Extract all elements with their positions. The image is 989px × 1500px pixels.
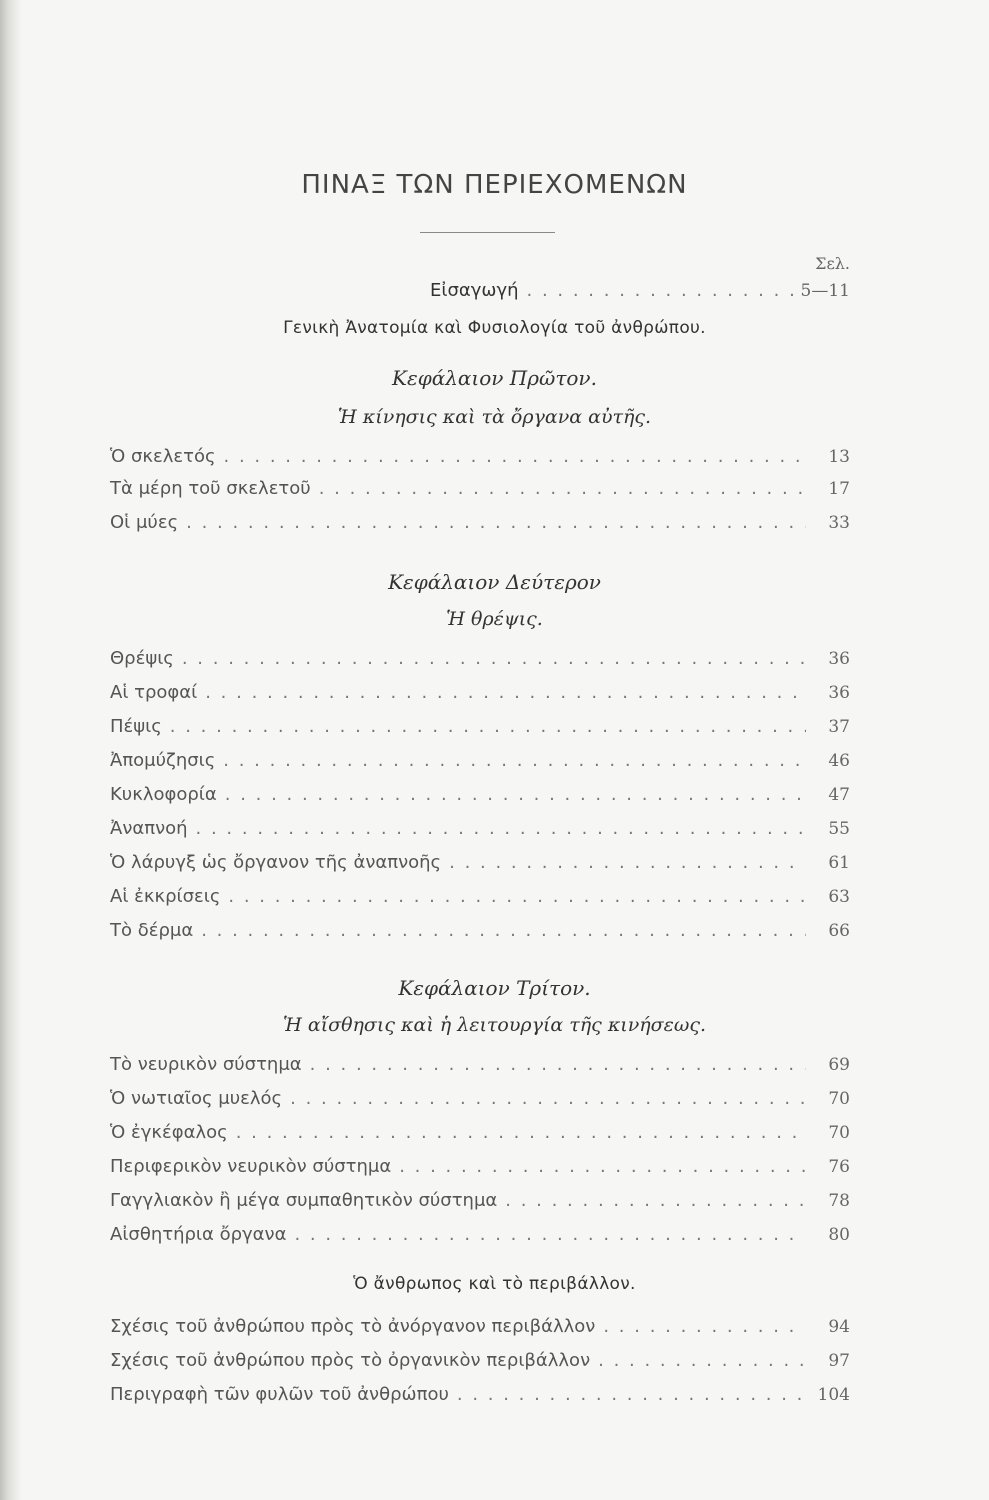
entry-label: Ὁ ἐγκέφαλος xyxy=(110,1122,228,1143)
chapter-heading: Κεφάλαιον Δεύτερον xyxy=(388,570,601,594)
entry-label: Ὁ σκελετός xyxy=(110,446,216,467)
entry-page: 13 xyxy=(828,447,850,467)
entry-page: 37 xyxy=(828,717,850,737)
dot-leader xyxy=(224,446,806,467)
entry-label: Περιγραφὴ τῶν φυλῶν τοῦ ἀνθρώπου xyxy=(110,1384,449,1405)
entry-label: Περιφερικὸν νευρικὸν σύστημα xyxy=(110,1156,392,1177)
entry-label: Πέψις xyxy=(110,716,162,737)
chapter-subheading: Ἡ κίνησις καὶ τὰ ὄργανα αὐτῆς. xyxy=(337,406,652,428)
dot-leader xyxy=(223,750,806,771)
entry-label: Θρέψις xyxy=(110,648,174,669)
dot-leader xyxy=(457,1384,806,1405)
entry-label: Γαγγλιακὸν ἢ μέγα συμπαθητικὸν σύστημα xyxy=(110,1190,498,1211)
dot-leader xyxy=(319,478,806,499)
entry-label: Ἀναπνοή xyxy=(110,818,188,839)
entry-page: 70 xyxy=(828,1089,850,1109)
title-rule xyxy=(420,232,555,233)
entry-label: Σχέσις τοῦ ἀνθρώπου πρὸς τὸ ὀργανικὸν περιβάλλον xyxy=(110,1350,591,1371)
dot-leader xyxy=(186,512,806,533)
entry-label: Αἱ ἐκκρίσεις xyxy=(110,886,221,907)
entry-page: 33 xyxy=(828,513,850,533)
entry-label: Τὰ μέρη τοῦ σκελετοῦ xyxy=(110,478,311,499)
toc-entry xyxy=(110,1384,850,1410)
toc-entry xyxy=(110,1316,850,1342)
entry-label: Οἱ μύες xyxy=(110,512,179,533)
dot-leader xyxy=(399,1156,806,1177)
dot-leader xyxy=(527,280,793,301)
toc-entry xyxy=(110,1088,850,1114)
entry-label: Ὁ λάρυγξ ὡς ὄργανον τῆς ἀναπνοῆς xyxy=(110,852,442,873)
toc-entry xyxy=(110,716,850,742)
entry-page: 36 xyxy=(828,649,850,669)
entry-label: Ὁ νωτιαῖος μυελός xyxy=(110,1088,283,1109)
page-column-header: Σελ. xyxy=(815,254,850,273)
entry-page: 70 xyxy=(828,1123,850,1143)
toc-entry xyxy=(110,682,850,708)
dot-leader xyxy=(236,1122,806,1143)
entry-label: Ἀπομύζησις xyxy=(110,750,216,771)
entry-page: 94 xyxy=(828,1317,850,1337)
entry-page: 97 xyxy=(828,1351,850,1371)
chapter-subheading: Ἡ αἴσθησις καὶ ἡ λειτουργία τῆς κινήσεως. xyxy=(282,1014,707,1036)
entry-page: 69 xyxy=(828,1055,850,1075)
toc-entry xyxy=(110,1190,850,1216)
dot-leader xyxy=(310,1054,806,1075)
part-heading: Γενικὴ Ἀνατομία καὶ Φυσιολογία τοῦ ἀνθρώπου. xyxy=(283,318,706,338)
dot-leader xyxy=(201,920,806,941)
entry-page: 47 xyxy=(828,785,850,805)
entry-label: Κυκλοφορία xyxy=(110,784,217,805)
chapter-heading: Κεφάλαιον Τρίτον. xyxy=(398,976,591,1000)
dot-leader xyxy=(294,1224,806,1245)
toc-entry xyxy=(110,852,850,878)
toc-entry xyxy=(110,784,850,810)
entry-label: Τὸ δέρμα xyxy=(110,920,194,941)
entry-page: 55 xyxy=(828,819,850,839)
entry-page: 36 xyxy=(828,683,850,703)
chapter-subheading: Ἡ θρέψις. xyxy=(446,608,543,630)
entry-page: 66 xyxy=(828,921,850,941)
toc-entry xyxy=(110,1122,850,1148)
toc-entry xyxy=(110,1350,850,1376)
dot-leader xyxy=(505,1190,806,1211)
dot-leader xyxy=(170,716,806,737)
dot-leader xyxy=(196,818,806,839)
chapter-heading: Κεφάλαιον Πρῶτον. xyxy=(392,366,597,390)
entry-label: Αἰσθητήρια ὄργανα xyxy=(110,1224,287,1245)
entry-page: 5—11 xyxy=(800,281,850,301)
toc-entry xyxy=(110,1054,850,1080)
dot-leader xyxy=(205,682,806,703)
toc-entry xyxy=(110,478,850,504)
dot-leader xyxy=(182,648,806,669)
entry-label: Εἰσαγωγή xyxy=(430,280,519,301)
entry-label: Τὸ νευρικὸν σύστημα xyxy=(110,1054,302,1075)
toc-entry xyxy=(110,1224,850,1250)
toc-entry xyxy=(110,886,850,912)
toc-entry xyxy=(110,446,850,472)
dot-leader xyxy=(290,1088,806,1109)
toc-entry xyxy=(110,648,850,674)
toc-entry xyxy=(110,920,850,946)
entry-page: 78 xyxy=(828,1191,850,1211)
part-heading: Ὁ ἄνθρωπος καὶ τὸ περιβάλλον. xyxy=(353,1274,636,1294)
dot-leader xyxy=(598,1350,806,1371)
dot-leader xyxy=(603,1316,806,1337)
entry-label: Σχέσις τοῦ ἀνθρώπου πρὸς τὸ ἀνόργανον περιβάλλον xyxy=(110,1316,596,1337)
toc-entry-intro xyxy=(430,280,850,306)
dot-leader xyxy=(225,784,806,805)
entry-label: Αἱ τροφαί xyxy=(110,682,198,703)
page-title: ΠΙΝΑΞ ΤΩΝ ΠΕΡΙΕΧΟΜΕΝΩΝ xyxy=(301,170,688,200)
entry-page: 63 xyxy=(828,887,850,907)
toc-entry xyxy=(110,512,850,538)
entry-page: 17 xyxy=(828,479,850,499)
entry-page: 61 xyxy=(828,853,850,873)
dot-leader xyxy=(449,852,806,873)
toc-entry xyxy=(110,1156,850,1182)
entry-page: 46 xyxy=(828,751,850,771)
entry-page: 80 xyxy=(828,1225,850,1245)
entry-page: 76 xyxy=(828,1157,850,1177)
entry-page: 104 xyxy=(817,1385,850,1405)
toc-entry xyxy=(110,818,850,844)
toc-entry xyxy=(110,750,850,776)
dot-leader xyxy=(228,886,806,907)
